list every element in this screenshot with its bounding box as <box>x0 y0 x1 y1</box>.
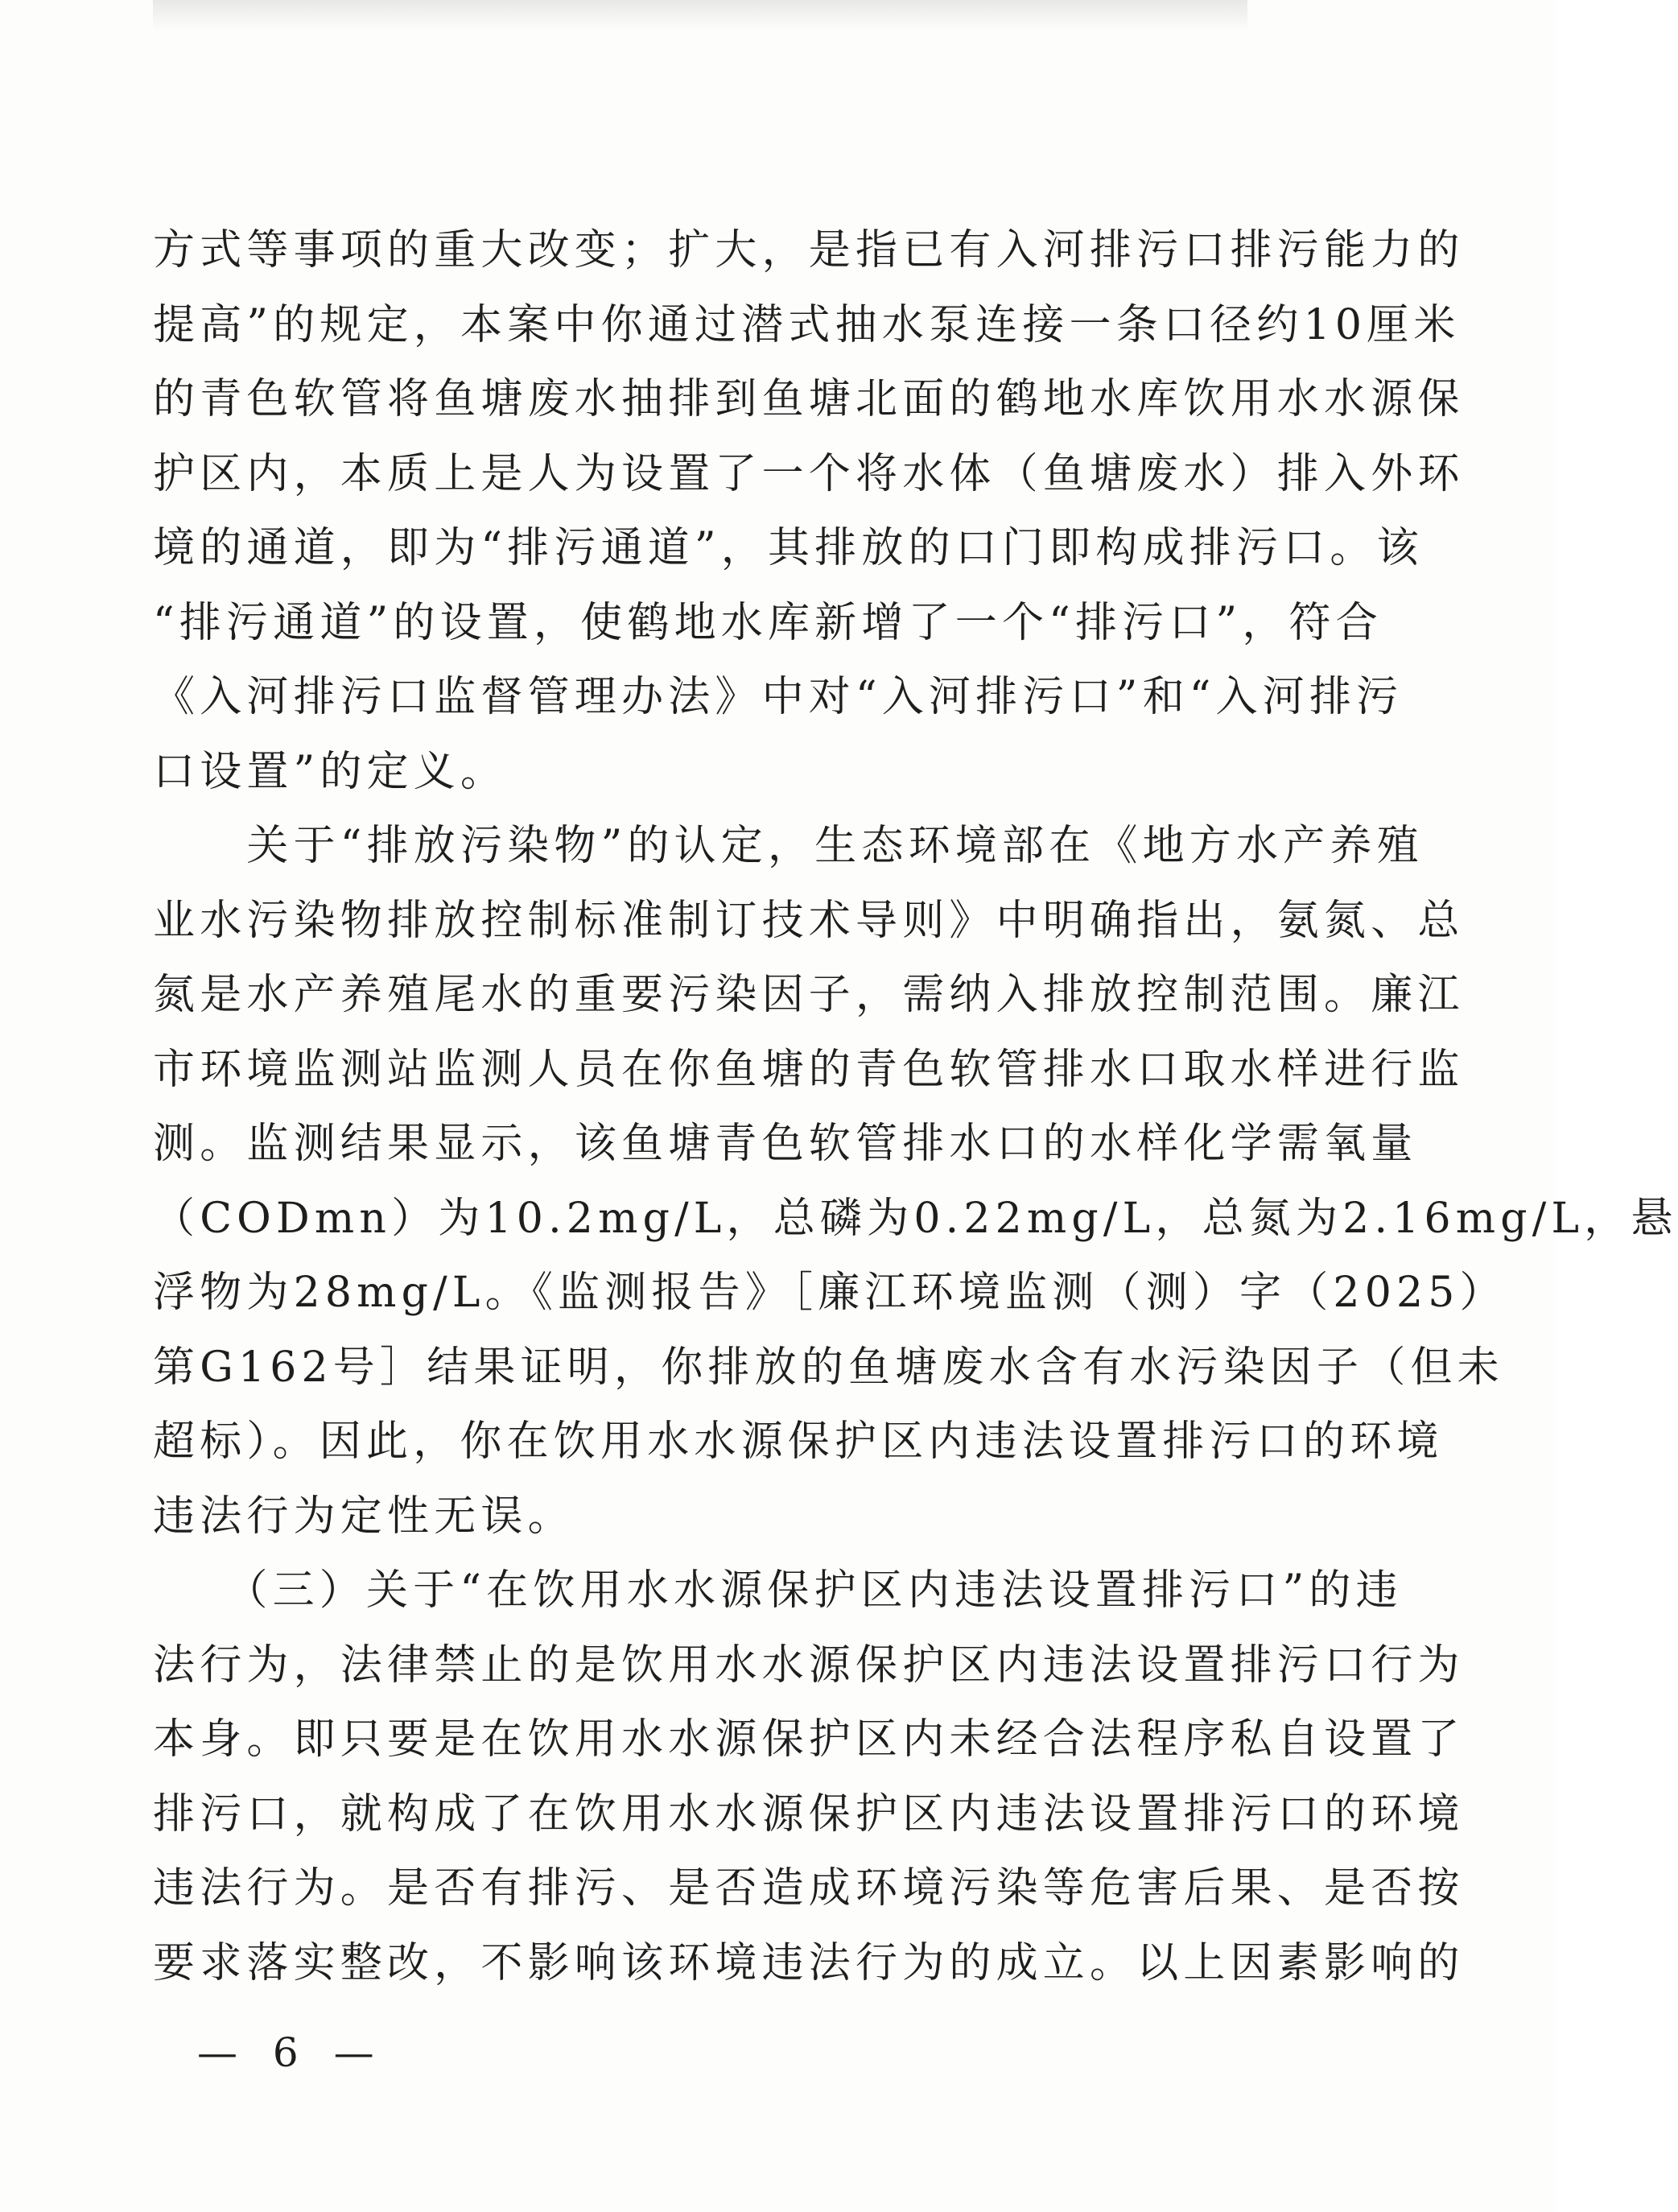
text-line: 市环境监测站监测人员在你鱼塘的青色软管排水口取水样进行监 <box>153 1045 1465 1094</box>
text-line: 浮物为28mg/L。《监测报告》［廉江环境监测（测）字（2025） <box>153 1269 1507 1317</box>
text-line: （CODmn）为10.2mg/L，总磷为0.22mg/L，总氮为2.16mg/L，悬 <box>153 1194 1678 1243</box>
text-line: 境的通道，即为“排污通道”，其排放的口门即构成排污口。该 <box>153 524 1424 572</box>
text-line: “排污通道”的设置，使鹤地水库新增了一个“排污口”，符合 <box>153 598 1383 647</box>
text-line: 违法行为定性无误。 <box>153 1492 575 1541</box>
page-number: — 6 — <box>197 2029 385 2076</box>
text-line: 要求落实整改，不影响该环境违法行为的成立。以上因素影响的 <box>153 1938 1465 1987</box>
text-line: 第G162号］结果证明，你排放的鱼塘废水含有水污染因子（但未 <box>153 1343 1504 1392</box>
text-line: 提高”的规定，本案中你通过潜式抽水泵连接一条口径约10厘米 <box>153 300 1461 349</box>
text-line: （三）关于“在饮用水水源保护区内违法设置排污口”的违 <box>153 1566 1403 1615</box>
text-line: 关于“排放污染物”的认定，生态环境部在《地方水产养殖 <box>153 822 1424 870</box>
text-line: 业水污染物排放控制标准制订技术导则》中明确指出，氨氮、总 <box>153 896 1465 945</box>
text-line: 《入河排污口监督管理办法》中对“入河排污口”和“入河排污 <box>153 673 1404 721</box>
scan-artifact <box>153 0 1247 31</box>
text-line: 法行为，法律禁止的是饮用水水源保护区内违法设置排污口行为 <box>153 1640 1465 1690</box>
text-line: 的青色软管将鱼塘废水抽排到鱼塘北面的鹤地水库饮用水水源保 <box>153 375 1465 423</box>
body-text <box>153 213 1678 2000</box>
text-line: 测。监测结果显示，该鱼塘青色软管排水口的水样化学需氧量 <box>153 1120 1418 1168</box>
text-line: 氮是水产养殖尾水的重要污染因子，需纳入排放控制范围。廉江 <box>153 971 1465 1019</box>
text-line: 护区内，本质上是人为设置了一个将水体（鱼塘废水）排入外环 <box>153 449 1465 498</box>
text-line: 超标）。因此，你在饮用水水源保护区内违法设置排污口的环境 <box>153 1418 1444 1466</box>
text-line: 本身。即只要是在饮用水水源保护区内未经合法程序私自设置了 <box>153 1715 1465 1764</box>
text-line: 违法行为。是否有排污、是否造成环境污染等危害后果、是否按 <box>153 1864 1465 1913</box>
text-line: 口设置”的定义。 <box>153 747 508 796</box>
text-line: 排污口，就构成了在饮用水水源保护区内违法设置排污口的环境 <box>153 1789 1465 1839</box>
text-line: 方式等事项的重大改变；扩大，是指已有入河排污口排污能力的 <box>153 226 1465 274</box>
